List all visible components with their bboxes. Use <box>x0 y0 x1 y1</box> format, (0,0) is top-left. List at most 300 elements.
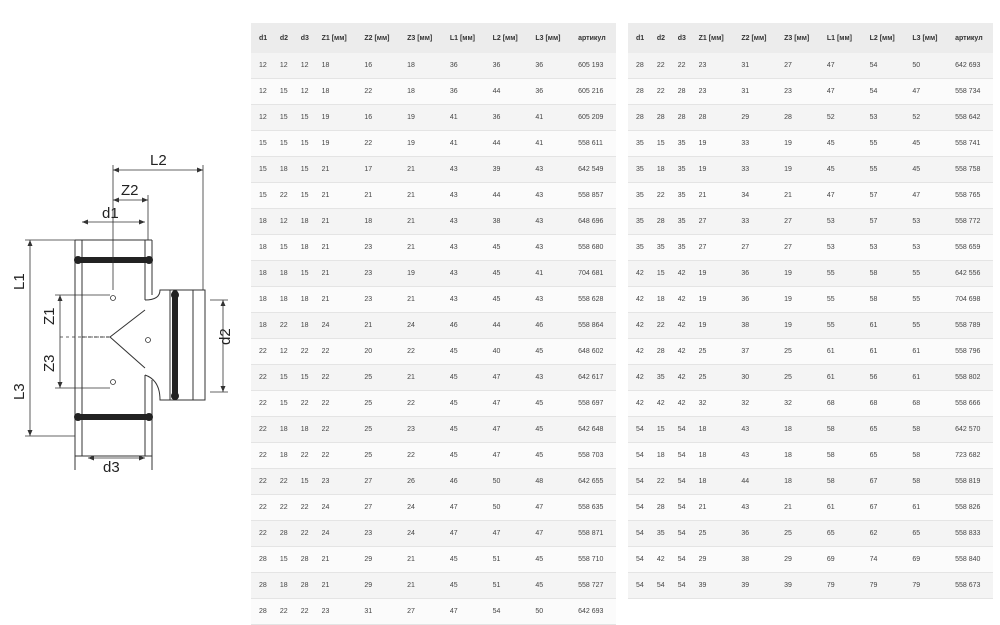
table-cell: 38 <box>485 209 528 235</box>
table-cell: 29 <box>691 547 734 573</box>
table-cell: 23 <box>356 261 399 287</box>
table-cell: 15 <box>272 105 293 131</box>
table-cell: 55 <box>904 287 947 313</box>
column-header: d2 <box>272 23 293 53</box>
table-cell: 47 <box>819 53 862 79</box>
table-cell: 558 871 <box>570 521 616 547</box>
table-cell: 23 <box>314 599 357 625</box>
table-cell: 25 <box>776 339 819 365</box>
table-cell: 18 <box>356 209 399 235</box>
table-row <box>251 443 616 469</box>
table-cell: 15 <box>293 365 314 391</box>
dim-label-d3: d3 <box>103 459 120 476</box>
table-cell: 25 <box>356 443 399 469</box>
table-cell: 43 <box>442 209 485 235</box>
table-cell: 22 <box>314 443 357 469</box>
column-header: L1 [мм] <box>819 23 862 53</box>
table-cell: 12 <box>272 339 293 365</box>
table-cell: 19 <box>399 131 442 157</box>
table-cell: 18 <box>272 417 293 443</box>
table-cell: 54 <box>628 495 649 521</box>
table-cell: 22 <box>251 495 272 521</box>
table-cell: 43 <box>527 287 570 313</box>
table-cell: 558 734 <box>947 79 993 105</box>
table-cell: 45 <box>819 157 862 183</box>
table-cell: 21 <box>399 183 442 209</box>
table-cell: 648 602 <box>570 339 616 365</box>
column-header: d3 <box>293 23 314 53</box>
table-cell: 605 193 <box>570 53 616 79</box>
table-cell: 69 <box>904 547 947 573</box>
table-row <box>251 339 616 365</box>
table-cell: 55 <box>904 313 947 339</box>
table-cell: 68 <box>819 391 862 417</box>
table-cell: 50 <box>485 495 528 521</box>
table-cell: 54 <box>628 417 649 443</box>
table-cell: 558 697 <box>570 391 616 417</box>
table-cell: 45 <box>527 391 570 417</box>
table-cell: 61 <box>819 495 862 521</box>
table-row <box>628 157 993 183</box>
table-cell: 15 <box>293 157 314 183</box>
table-cell: 45 <box>442 391 485 417</box>
table-cell: 28 <box>272 521 293 547</box>
table-cell: 43 <box>442 235 485 261</box>
table-cell: 47 <box>442 521 485 547</box>
table-cell: 42 <box>670 365 691 391</box>
table-cell: 47 <box>819 79 862 105</box>
table-cell: 32 <box>691 391 734 417</box>
table-cell: 12 <box>272 209 293 235</box>
table-cell: 648 696 <box>570 209 616 235</box>
table-cell: 54 <box>670 417 691 443</box>
table-cell: 558 789 <box>947 313 993 339</box>
table-cell: 28 <box>628 53 649 79</box>
table-cell: 18 <box>293 313 314 339</box>
table-cell: 42 <box>628 261 649 287</box>
table-cell: 19 <box>314 105 357 131</box>
column-header: Z1 [мм] <box>314 23 357 53</box>
table-cell: 18 <box>776 469 819 495</box>
table-cell: 28 <box>649 209 670 235</box>
table-cell: 39 <box>733 573 776 599</box>
table-cell: 44 <box>485 79 528 105</box>
dim-label-l1: L1 <box>11 273 28 290</box>
table-cell: 58 <box>862 287 905 313</box>
table-cell: 42 <box>670 313 691 339</box>
table-cell: 53 <box>862 235 905 261</box>
table-cell: 18 <box>251 261 272 287</box>
table-cell: 47 <box>819 183 862 209</box>
table-cell: 58 <box>819 417 862 443</box>
table-cell: 42 <box>628 287 649 313</box>
column-header: Z3 [мм] <box>776 23 819 53</box>
table-cell: 41 <box>527 261 570 287</box>
table-cell: 21 <box>314 573 357 599</box>
table-cell: 36 <box>442 79 485 105</box>
table-row <box>628 521 993 547</box>
table-cell: 15 <box>293 183 314 209</box>
table-cell: 558 840 <box>947 547 993 573</box>
table-cell: 45 <box>442 443 485 469</box>
table-cell: 18 <box>649 287 670 313</box>
table-cell: 22 <box>272 599 293 625</box>
table-cell: 38 <box>733 313 776 339</box>
table-cell: 21 <box>314 157 357 183</box>
table-cell: 39 <box>691 573 734 599</box>
table-cell: 22 <box>649 469 670 495</box>
table-cell: 33 <box>733 209 776 235</box>
column-header: L3 [мм] <box>904 23 947 53</box>
table-cell: 22 <box>314 339 357 365</box>
table-cell: 79 <box>819 573 862 599</box>
table-cell: 18 <box>691 443 734 469</box>
table-cell: 42 <box>628 391 649 417</box>
table-cell: 23 <box>691 53 734 79</box>
table-cell: 22 <box>314 391 357 417</box>
column-header: d1 <box>628 23 649 53</box>
table-cell: 19 <box>399 105 442 131</box>
table-cell: 15 <box>272 391 293 417</box>
dim-label-z2: Z2 <box>121 182 139 199</box>
table-row <box>628 313 993 339</box>
table-cell: 15 <box>293 261 314 287</box>
table-cell: 704 698 <box>947 287 993 313</box>
table-cell: 54 <box>670 469 691 495</box>
column-header: Z2 [мм] <box>356 23 399 53</box>
table-cell: 21 <box>399 365 442 391</box>
table-cell: 22 <box>356 79 399 105</box>
table-cell: 29 <box>776 547 819 573</box>
table-cell: 43 <box>442 157 485 183</box>
table-row <box>251 391 616 417</box>
table-cell: 31 <box>356 599 399 625</box>
table-row <box>251 547 616 573</box>
table-cell: 43 <box>442 261 485 287</box>
table-cell: 58 <box>904 417 947 443</box>
table-row <box>628 79 993 105</box>
table-cell: 642 549 <box>570 157 616 183</box>
table-cell: 22 <box>251 443 272 469</box>
table-cell: 18 <box>272 573 293 599</box>
table-cell: 22 <box>272 495 293 521</box>
table-cell: 18 <box>314 79 357 105</box>
table-cell: 21 <box>314 261 357 287</box>
table-cell: 43 <box>442 287 485 313</box>
table-cell: 40 <box>485 339 528 365</box>
table-cell: 56 <box>862 365 905 391</box>
table-cell: 42 <box>628 339 649 365</box>
table-cell: 53 <box>904 209 947 235</box>
table-cell: 558 611 <box>570 131 616 157</box>
table-cell: 39 <box>776 573 819 599</box>
dim-label-d2: d2 <box>217 328 234 345</box>
table-cell: 18 <box>251 209 272 235</box>
table-cell: 27 <box>356 495 399 521</box>
table-row <box>251 495 616 521</box>
table-cell: 23 <box>356 521 399 547</box>
table-cell: 35 <box>670 235 691 261</box>
table-cell: 723 682 <box>947 443 993 469</box>
table-cell: 41 <box>442 105 485 131</box>
table-cell: 54 <box>628 521 649 547</box>
table-cell: 53 <box>862 105 905 131</box>
table-cell: 16 <box>356 53 399 79</box>
table-cell: 23 <box>776 79 819 105</box>
table-cell: 22 <box>251 417 272 443</box>
table-cell: 69 <box>819 547 862 573</box>
column-header: артикул <box>570 23 616 53</box>
table-row <box>251 469 616 495</box>
table-cell: 19 <box>776 157 819 183</box>
table-cell: 29 <box>733 105 776 131</box>
table-cell: 35 <box>649 365 670 391</box>
table-row <box>251 79 616 105</box>
table-cell: 18 <box>293 287 314 313</box>
table-cell: 52 <box>819 105 862 131</box>
table-cell: 15 <box>272 365 293 391</box>
dim-label-d1: d1 <box>102 205 119 222</box>
table-cell: 22 <box>293 599 314 625</box>
table-cell: 558 642 <box>947 105 993 131</box>
table-row <box>251 521 616 547</box>
table-cell: 31 <box>733 79 776 105</box>
table-cell: 44 <box>733 469 776 495</box>
dim-label-l3: L3 <box>11 383 28 400</box>
table-cell: 19 <box>776 131 819 157</box>
table-cell: 558 765 <box>947 183 993 209</box>
table-cell: 642 556 <box>947 261 993 287</box>
table-cell: 61 <box>819 339 862 365</box>
table-cell: 35 <box>670 209 691 235</box>
table-cell: 558 819 <box>947 469 993 495</box>
table-cell: 18 <box>272 287 293 313</box>
table-cell: 25 <box>356 417 399 443</box>
table-cell: 558 710 <box>570 547 616 573</box>
column-header: d3 <box>670 23 691 53</box>
table-cell: 58 <box>819 469 862 495</box>
table-cell: 27 <box>733 235 776 261</box>
table-cell: 39 <box>485 157 528 183</box>
table-cell: 18 <box>293 209 314 235</box>
table-cell: 65 <box>904 521 947 547</box>
table-cell: 558 741 <box>947 131 993 157</box>
table-cell: 19 <box>691 287 734 313</box>
table-cell: 18 <box>293 235 314 261</box>
table-cell: 28 <box>649 339 670 365</box>
table-cell: 53 <box>819 235 862 261</box>
column-header: d1 <box>251 23 272 53</box>
table-cell: 54 <box>862 79 905 105</box>
table-cell: 45 <box>527 443 570 469</box>
table-row <box>251 235 616 261</box>
table-cell: 558 628 <box>570 287 616 313</box>
table-cell: 18 <box>272 443 293 469</box>
table-cell: 32 <box>733 391 776 417</box>
table-cell: 23 <box>356 235 399 261</box>
table-cell: 28 <box>628 105 649 131</box>
table-cell: 558 857 <box>570 183 616 209</box>
table-cell: 18 <box>649 443 670 469</box>
table-cell: 43 <box>733 443 776 469</box>
table-cell: 25 <box>691 339 734 365</box>
table-row <box>251 599 616 625</box>
table-cell: 44 <box>485 131 528 157</box>
table-cell: 33 <box>733 157 776 183</box>
table-cell: 12 <box>251 79 272 105</box>
table-cell: 36 <box>485 53 528 79</box>
table-cell: 642 648 <box>570 417 616 443</box>
column-header: L2 [мм] <box>862 23 905 53</box>
table-cell: 65 <box>819 521 862 547</box>
table-cell: 28 <box>649 105 670 131</box>
table-cell: 34 <box>733 183 776 209</box>
table-cell: 558 826 <box>947 495 993 521</box>
table-cell: 51 <box>485 573 528 599</box>
table-cell: 31 <box>733 53 776 79</box>
table-cell: 18 <box>691 417 734 443</box>
table-cell: 15 <box>272 79 293 105</box>
table-cell: 15 <box>251 157 272 183</box>
table-cell: 20 <box>356 339 399 365</box>
table-cell: 558 772 <box>947 209 993 235</box>
table-cell: 79 <box>862 573 905 599</box>
table-cell: 51 <box>485 547 528 573</box>
table-cell: 42 <box>628 365 649 391</box>
table-cell: 79 <box>904 573 947 599</box>
table-cell: 15 <box>293 469 314 495</box>
table-cell: 43 <box>733 495 776 521</box>
table-cell: 55 <box>862 157 905 183</box>
table-cell: 12 <box>293 53 314 79</box>
table-cell: 29 <box>356 573 399 599</box>
table-cell: 605 216 <box>570 79 616 105</box>
table-cell: 12 <box>293 79 314 105</box>
table-cell: 50 <box>904 53 947 79</box>
table-cell: 22 <box>251 365 272 391</box>
table-cell: 42 <box>670 287 691 313</box>
table-cell: 35 <box>670 131 691 157</box>
table-cell: 21 <box>399 209 442 235</box>
table-cell: 21 <box>314 183 357 209</box>
spec-table-right <box>628 23 993 599</box>
table-cell: 15 <box>649 131 670 157</box>
table-cell: 15 <box>293 105 314 131</box>
table-cell: 45 <box>485 287 528 313</box>
table-cell: 27 <box>356 469 399 495</box>
table-cell: 44 <box>485 183 528 209</box>
table-cell: 45 <box>904 157 947 183</box>
table-row <box>251 573 616 599</box>
table-cell: 45 <box>485 235 528 261</box>
table-row <box>628 261 993 287</box>
table-row <box>251 313 616 339</box>
table-cell: 47 <box>442 599 485 625</box>
table-cell: 558 673 <box>947 573 993 599</box>
table-cell: 61 <box>862 339 905 365</box>
table-cell: 42 <box>670 391 691 417</box>
table-cell: 61 <box>904 339 947 365</box>
table-cell: 67 <box>862 469 905 495</box>
table-cell: 57 <box>862 183 905 209</box>
table-cell: 50 <box>527 599 570 625</box>
table-cell: 19 <box>691 131 734 157</box>
table-cell: 29 <box>356 547 399 573</box>
table-row <box>628 417 993 443</box>
column-header: Z1 [мм] <box>691 23 734 53</box>
table-cell: 45 <box>819 131 862 157</box>
table-cell: 47 <box>527 521 570 547</box>
table-cell: 15 <box>251 131 272 157</box>
table-cell: 27 <box>399 599 442 625</box>
table-cell: 21 <box>691 495 734 521</box>
table-cell: 18 <box>272 261 293 287</box>
table-cell: 21 <box>399 157 442 183</box>
table-cell: 61 <box>819 365 862 391</box>
table-cell: 48 <box>527 469 570 495</box>
table-cell: 22 <box>399 391 442 417</box>
table-cell: 18 <box>399 53 442 79</box>
table-cell: 42 <box>649 547 670 573</box>
table-row <box>628 547 993 573</box>
table-cell: 21 <box>399 573 442 599</box>
table-cell: 43 <box>527 235 570 261</box>
table-cell: 26 <box>399 469 442 495</box>
table-cell: 55 <box>819 287 862 313</box>
table-cell: 19 <box>776 261 819 287</box>
table-cell: 54 <box>670 443 691 469</box>
table-cell: 558 680 <box>570 235 616 261</box>
table-row <box>628 53 993 79</box>
table-cell: 605 209 <box>570 105 616 131</box>
table-cell: 55 <box>904 261 947 287</box>
table-cell: 22 <box>670 53 691 79</box>
table-cell: 61 <box>862 313 905 339</box>
table-cell: 27 <box>776 235 819 261</box>
table-cell: 558 666 <box>947 391 993 417</box>
table-cell: 25 <box>691 365 734 391</box>
table-cell: 558 758 <box>947 157 993 183</box>
table-cell: 27 <box>776 209 819 235</box>
table-cell: 50 <box>485 469 528 495</box>
table-cell: 15 <box>649 417 670 443</box>
table-cell: 15 <box>251 183 272 209</box>
table-cell: 558 703 <box>570 443 616 469</box>
table-cell: 22 <box>272 313 293 339</box>
table-cell: 25 <box>356 365 399 391</box>
table-cell: 45 <box>485 261 528 287</box>
table-cell: 21 <box>314 547 357 573</box>
table-cell: 35 <box>628 131 649 157</box>
column-header: Z2 [мм] <box>733 23 776 53</box>
table-cell: 23 <box>399 417 442 443</box>
table-row <box>251 105 616 131</box>
table-cell: 58 <box>904 443 947 469</box>
table-cell: 12 <box>251 105 272 131</box>
table-cell: 22 <box>314 417 357 443</box>
table-cell: 28 <box>628 79 649 105</box>
table-cell: 17 <box>356 157 399 183</box>
table-cell: 25 <box>776 365 819 391</box>
table-cell: 47 <box>442 495 485 521</box>
table-cell: 19 <box>776 287 819 313</box>
table-cell: 35 <box>670 157 691 183</box>
table-cell: 28 <box>649 495 670 521</box>
table-row <box>628 131 993 157</box>
table-cell: 67 <box>862 495 905 521</box>
table-cell: 43 <box>527 183 570 209</box>
table-cell: 642 617 <box>570 365 616 391</box>
